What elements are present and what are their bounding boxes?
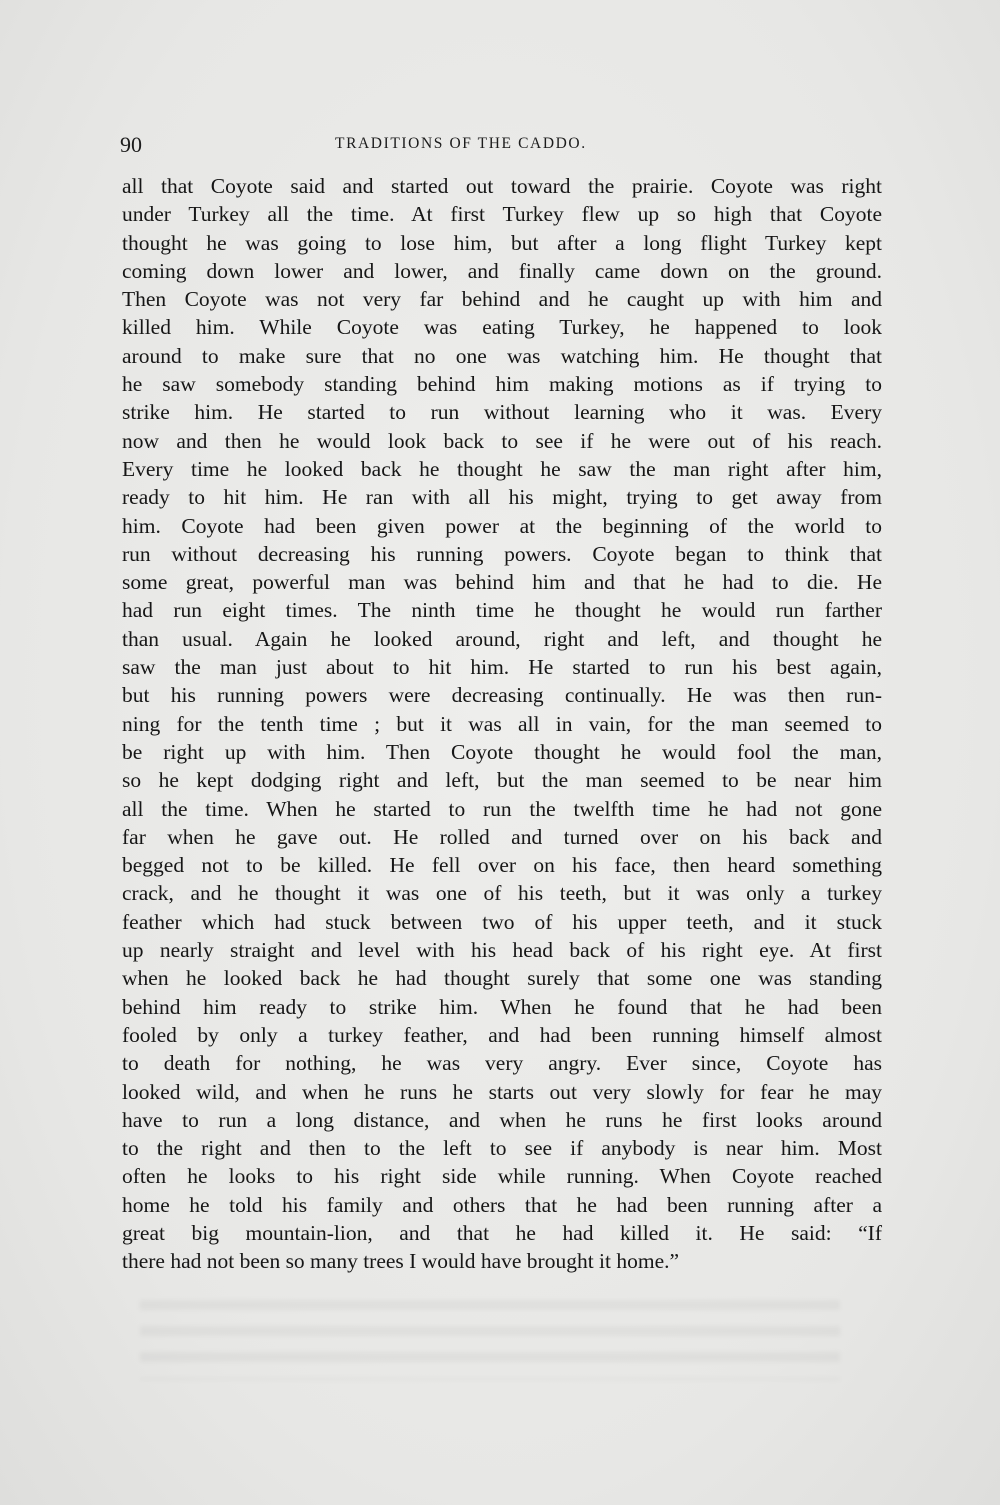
text-line: coming down lower and lower, and finally came down on the ground. (122, 258, 882, 283)
text-line: fooled by only a turkey feather, and had been running himself almost (122, 1022, 882, 1047)
text-line: under Turkey all the time. At first Turkey flew up so high that Coyote (122, 202, 882, 227)
text-line: to the right and then to the left to see if anybody is near him. Most (122, 1136, 882, 1161)
text-line: behind him ready to strike him. When he found that he had been (122, 994, 882, 1019)
text-line: when he looked back he had thought surely that some one was standing (122, 966, 882, 991)
text-line: looked wild, and when he runs he starts out very slowly for fear he may (122, 1079, 882, 1104)
text-line: saw the man just about to hit him. He started to run his best again, (122, 655, 882, 680)
running-head (120, 132, 880, 162)
text-line: strike him. He started to run without learning who it was. Every (122, 400, 882, 425)
text-line: begged not to be killed. He fell over on his face, then heard something (122, 853, 882, 878)
text-line: now and then he would look back to see if he were out of his reach. (122, 428, 882, 453)
show-through-shadow (140, 1300, 840, 1380)
page-number: 90 (120, 132, 142, 157)
text-line: than usual. Again he looked around, right and left, and thought he (122, 626, 882, 651)
text-line: have to run a long distance, and when he runs he first looks around (122, 1107, 882, 1132)
text-line: often he looks to his right side while running. When Coyote reached (122, 1164, 882, 1189)
text-line: Every time he looked back he thought he saw the man right after him, (122, 456, 882, 481)
text-line: great big mountain-lion, and that he had killed it. He said: “If (122, 1220, 882, 1245)
text-line: be right up with him. Then Coyote thought he would fool the man, (122, 739, 882, 764)
running-title: TRADITIONS OF THE CADDO. (335, 135, 587, 152)
text-line: to death for nothing, he was very angry. Ever since, Coyote has (122, 1051, 882, 1076)
text-line: ready to hit him. He ran with all his might, trying to get away from (122, 485, 882, 510)
text-line: killed him. While Coyote was eating Turkey, he happened to look (122, 315, 882, 340)
text-line: home he told his family and others that he had been running after a (122, 1192, 882, 1217)
text-line: all the time. When he started to run the twelfth time he had not gone (122, 796, 882, 821)
text-line: but his running powers were decreasing continually. He was then run- (122, 683, 882, 708)
text-line: far when he gave out. He rolled and turned over on his back and (122, 824, 882, 849)
text-line: so he kept dodging right and left, but the man seemed to be near him (122, 768, 882, 793)
text-line: crack, and he thought it was one of his teeth, but it was only a turkey (122, 881, 882, 906)
text-line: around to make sure that no one was watching him. He thought that (122, 343, 882, 368)
text-line: all that Coyote said and started out toward the prairie. Coyote was right (122, 174, 882, 198)
text-line: had run eight times. The ninth time he thought he would run farther (122, 598, 882, 623)
text-line: run without decreasing his running powers. Coyote began to think that (122, 541, 882, 566)
text-line: he saw somebody standing behind him making motions as if trying to (122, 372, 882, 397)
text-line: thought he was going to lose him, but after a long flight Turkey kept (122, 230, 882, 255)
text-line: feather which had stuck between two of his upper teeth, and it stuck (122, 909, 882, 934)
body-text (122, 172, 882, 1276)
text-line: some great, powerful man was behind him and that he had to die. He (122, 570, 882, 595)
text-line: Then Coyote was not very far behind and he caught up with him and (122, 287, 882, 312)
text-line: him. Coyote had been given power at the beginning of the world to (122, 513, 882, 538)
text-line: up nearly straight and level with his head back of his right eye. At first (122, 938, 882, 963)
text-line: ning for the tenth time ; but it was all in vain, for the man seemed to (122, 711, 882, 736)
text-line-last: there had not been so many trees I would have brought it home.” (122, 1249, 680, 1274)
